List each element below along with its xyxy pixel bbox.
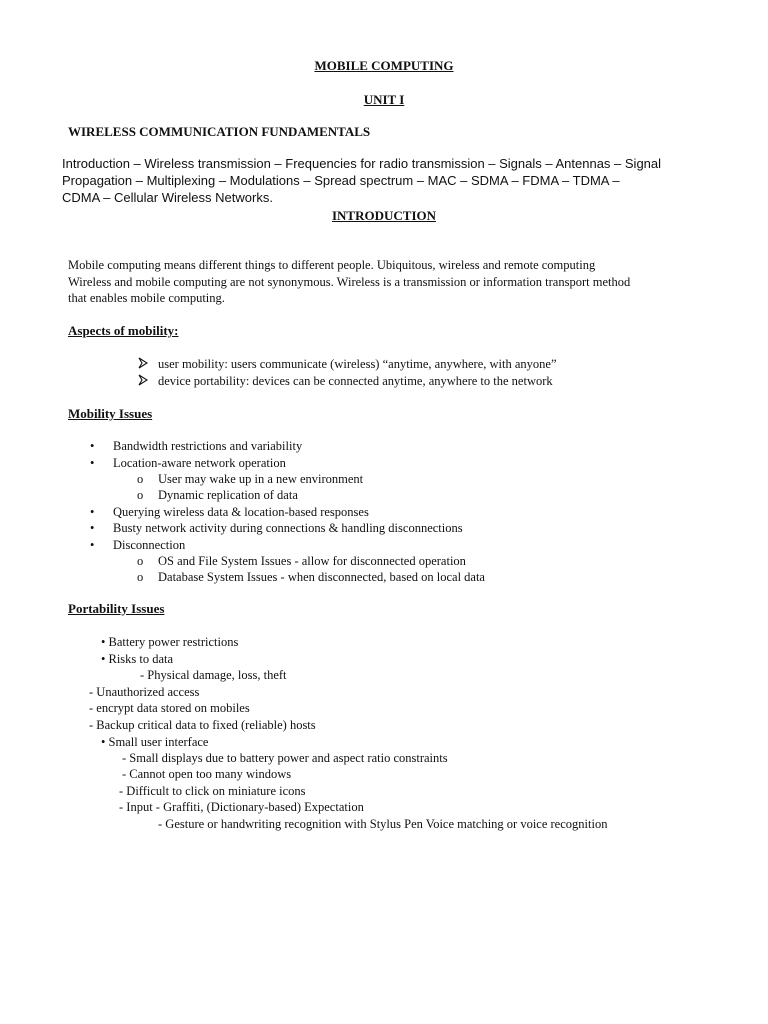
portability-line: • Risks to data bbox=[101, 652, 174, 666]
portability-line: • Small user interface bbox=[101, 735, 209, 749]
portability-line: - Physical damage, loss, theft bbox=[140, 668, 287, 682]
portability-line: - Gesture or handwriting recognition with Stylus Pen Voice matching or voice recognition bbox=[158, 817, 608, 831]
document-title: MOBILE COMPUTING bbox=[314, 58, 454, 73]
portability-line: - Unauthorized access bbox=[89, 685, 200, 699]
unit-heading: UNIT I bbox=[363, 92, 405, 107]
section-heading: WIRELESS COMMUNICATION FUNDAMENTALS bbox=[68, 124, 371, 139]
mobility-issues-heading: Mobility Issues bbox=[68, 406, 153, 421]
intro-paragraph-line: Wireless and mobile computing are not synonymous. Wireless is a transmission or information transport method bbox=[68, 275, 631, 289]
mobility-issue-item: Querying wireless data & location-based responses bbox=[113, 505, 369, 519]
aspects-heading: Aspects of mobility: bbox=[68, 323, 179, 338]
mobility-sub-item: Database System Issues - when disconnected, based on local data bbox=[158, 570, 485, 584]
topics-line: Propagation – Multiplexing – Modulations – Spread spectrum – MAC – SDMA – FDMA – TDMA – bbox=[62, 173, 620, 188]
intro-paragraph-line: Mobile computing means different things to different people. Ubiquitous, wireless and remote computing bbox=[68, 258, 596, 272]
portability-line: • Battery power restrictions bbox=[101, 635, 239, 649]
portability-line: - Backup critical data to fixed (reliable) hosts bbox=[89, 718, 316, 732]
bullet-icon: • bbox=[90, 505, 95, 519]
arrow-bullet-icon bbox=[138, 357, 148, 369]
bullet-icon: • bbox=[90, 521, 95, 535]
portability-line: - encrypt data stored on mobiles bbox=[89, 701, 250, 715]
portability-line: - Difficult to click on miniature icons bbox=[119, 784, 306, 798]
bullet-icon: • bbox=[90, 538, 95, 552]
bullet-icon: • bbox=[90, 439, 95, 453]
mobility-sub-item: User may wake up in a new environment bbox=[158, 472, 364, 486]
sub-bullet-icon: o bbox=[137, 554, 144, 568]
bullet-icon: • bbox=[90, 456, 95, 470]
portability-line: - Cannot open too many windows bbox=[122, 767, 292, 781]
portability-line: - Input - Graffiti, (Dictionary-based) Expectation bbox=[119, 800, 364, 814]
mobility-issue-item: Busty network activity during connections & handling disconnections bbox=[113, 521, 463, 535]
topics-line: Introduction – Wireless transmission – Frequencies for radio transmission – Signals – Antennas – Signal bbox=[62, 156, 662, 171]
sub-bullet-icon: o bbox=[137, 570, 144, 584]
sub-bullet-icon: o bbox=[137, 472, 144, 486]
mobility-sub-item: Dynamic replication of data bbox=[158, 488, 298, 502]
topics-line: CDMA – Cellular Wireless Networks. bbox=[62, 190, 273, 205]
portability-line: - Small displays due to battery power and aspect ratio constraints bbox=[122, 751, 448, 765]
mobility-issue-item: Bandwidth restrictions and variability bbox=[113, 439, 303, 453]
sub-bullet-icon: o bbox=[137, 488, 144, 502]
aspect-item: user mobility: users communicate (wireless) “anytime, anywhere, with anyone” bbox=[158, 357, 557, 371]
mobility-issue-item: Disconnection bbox=[113, 538, 186, 552]
introduction-heading: INTRODUCTION bbox=[331, 208, 436, 223]
aspect-item: device portability: devices can be connected anytime, anywhere to the network bbox=[158, 374, 553, 388]
intro-paragraph-line: that enables mobile computing. bbox=[68, 291, 225, 305]
portability-issues-heading: Portability Issues bbox=[68, 601, 165, 616]
arrow-bullet-icon bbox=[138, 374, 148, 386]
mobility-sub-item: OS and File System Issues - allow for disconnected operation bbox=[158, 554, 466, 568]
mobility-issue-item: Location-aware network operation bbox=[113, 456, 286, 470]
